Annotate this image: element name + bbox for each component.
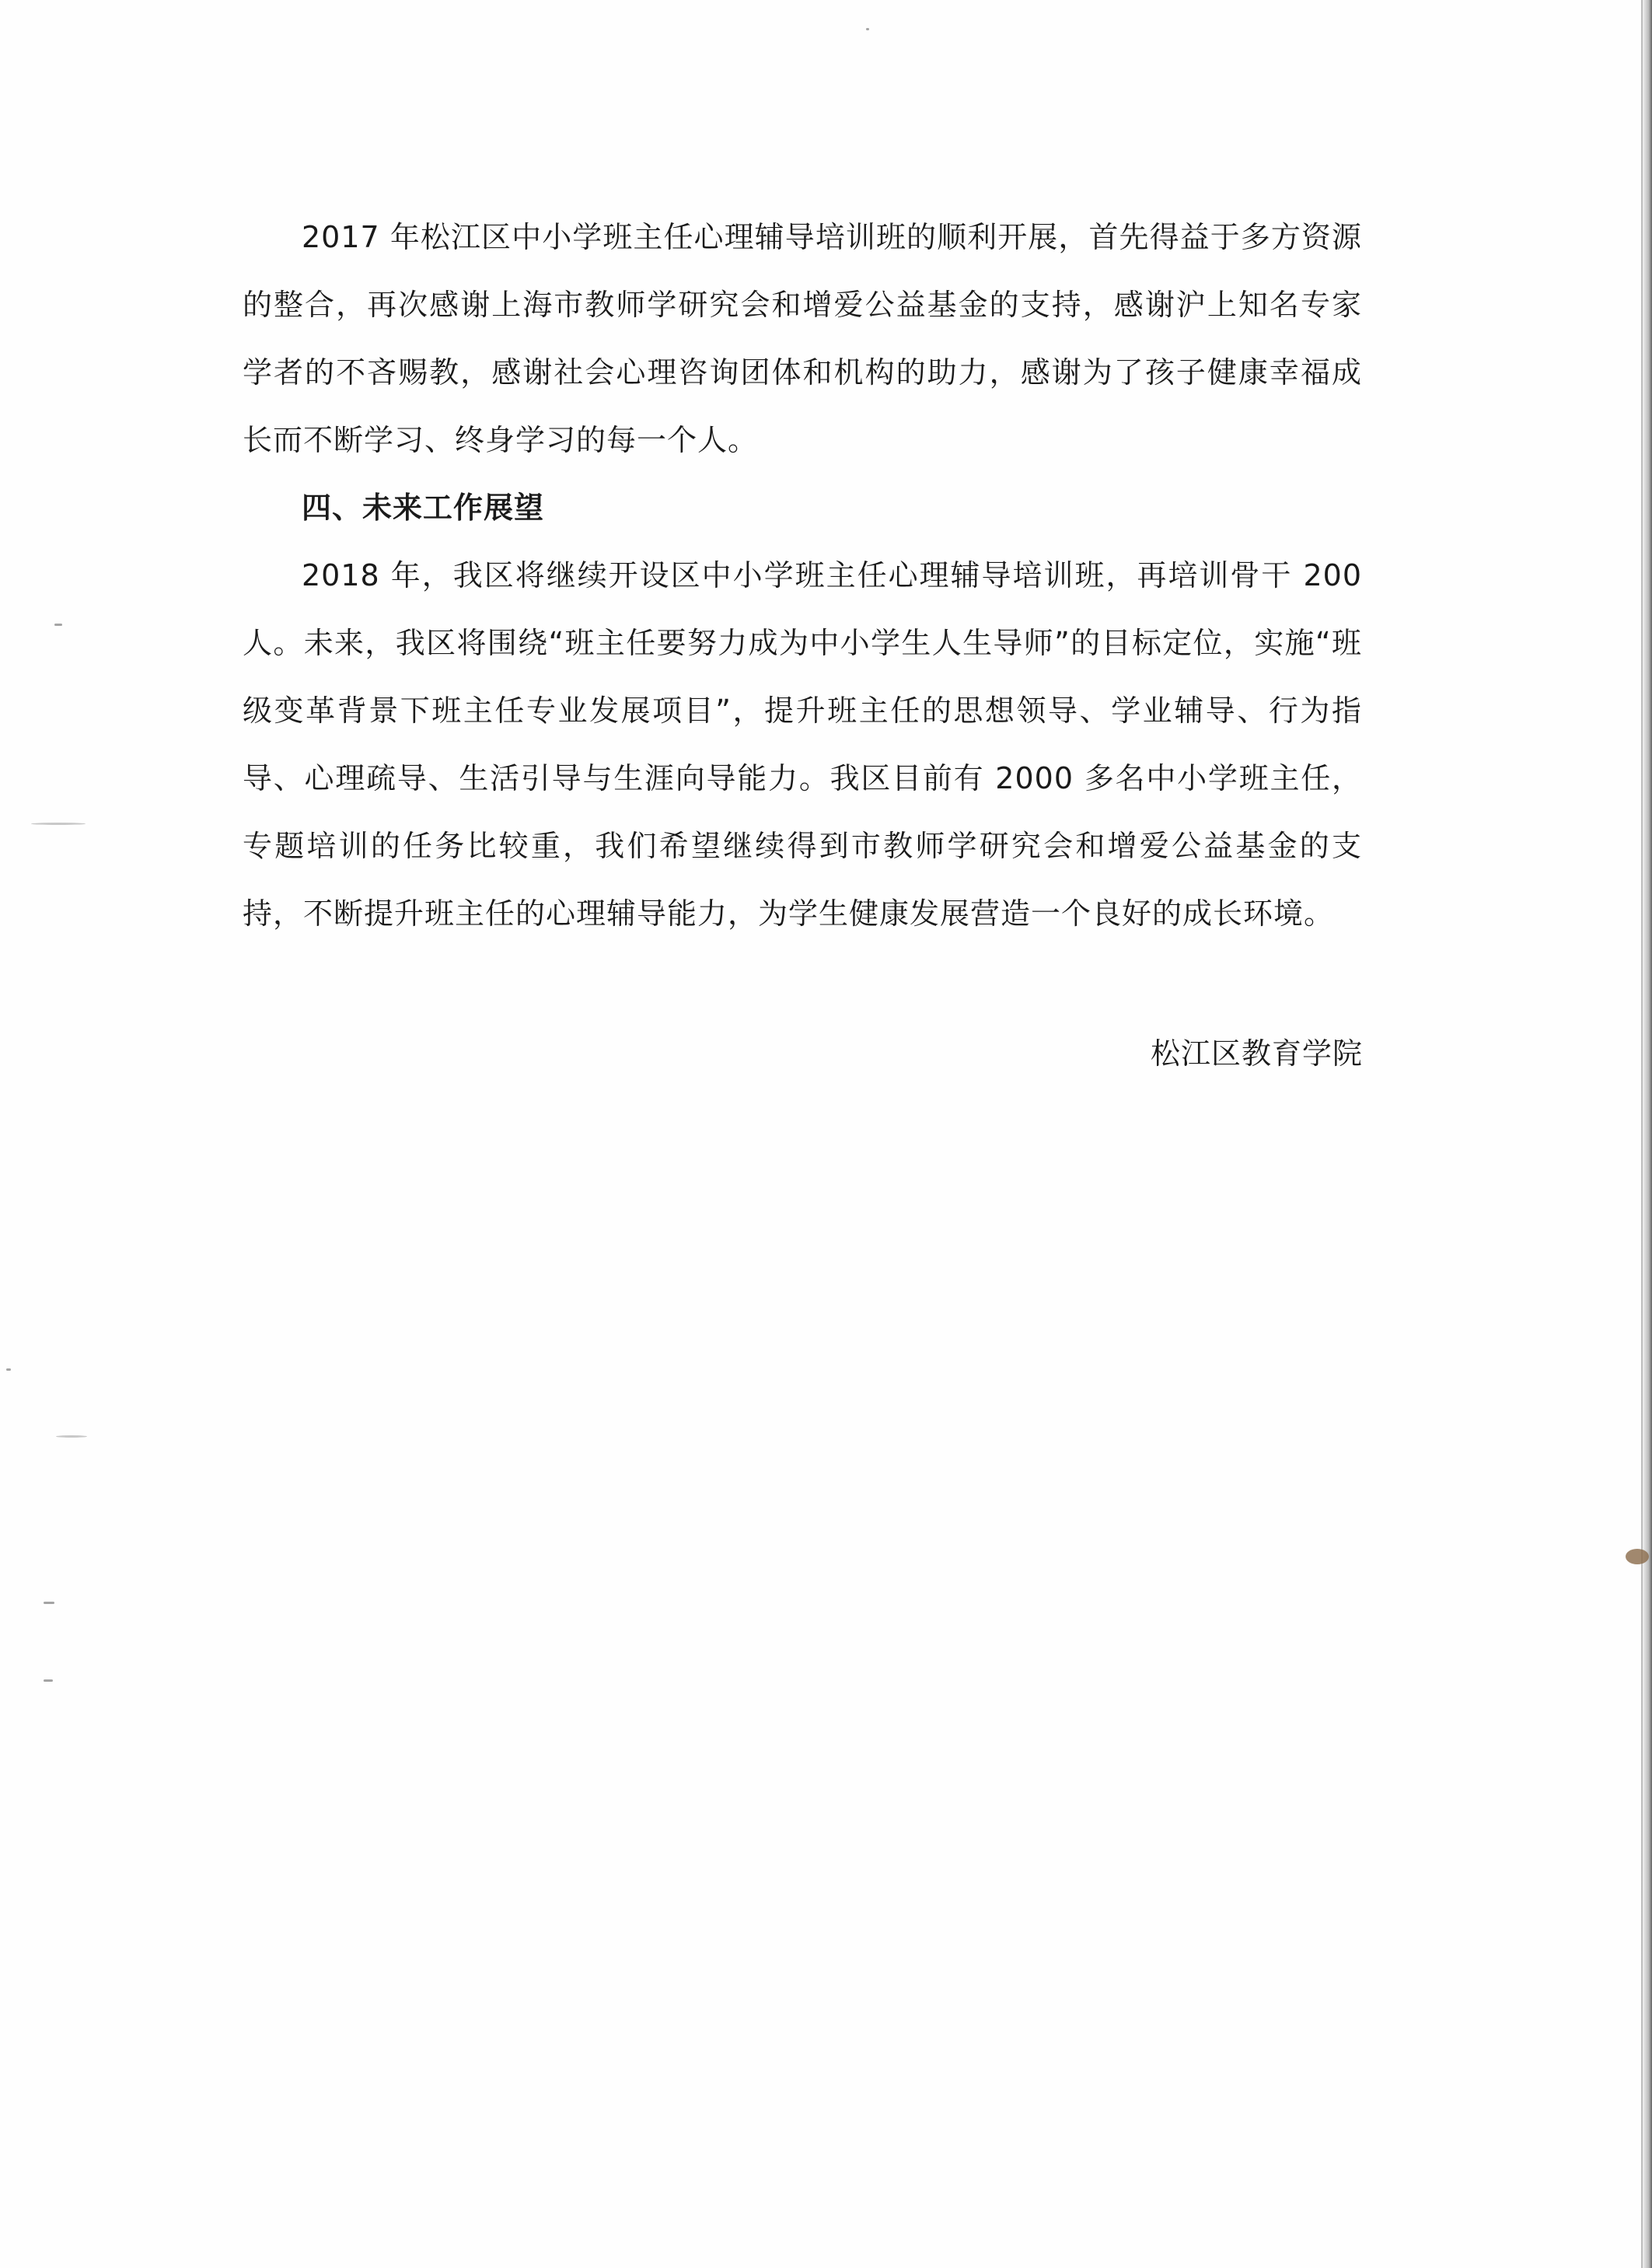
scan-mark (44, 1679, 53, 1682)
scan-mark (31, 823, 86, 825)
scan-edge-shadow (1641, 0, 1652, 2268)
paragraph-acknowledgements: 2017 年松江区中小学班主任心理辅导培训班的顺利开展，首先得益于多方资源的整合，再次感谢上海市教师学研究会和增爱公益基金的支持，感谢沪上知名专家学者的不吝赐教，感谢社会心理咨询团体和机构的助力，感谢为了孩子健康幸福成长而不断学习、终身学习的每一个人。 (243, 220, 1362, 457)
scan-mark (56, 1435, 87, 1438)
scan-stain (1626, 1549, 1649, 1564)
paragraph-future-outlook: 2018 年，我区将继续开设区中小学班主任心理辅导培训班，再培训骨干 200 人。未来，我区将围绕“班主任要努力成为中小学生人生导师”的目标定位，实施“班级变革背景下班主任专业发展项目”，提升班主任的思想领导、学业辅导、行为指导、心理疏导、生活引导与生涯向导能力。我区目前有 2000 多名中小学班主任，专题培训的任务比较重，我们希望继续得到市教师学研究会和增爱公益基金的支持，不断提升班主任的心理辅导能力，为学生健康发展营造一个良好的成长环境。 (243, 558, 1362, 931)
signature-organization: 松江区教育学院 (1150, 1036, 1363, 1071)
document-body (243, 204, 1362, 948)
section-heading: 四、未来工作展望 (302, 491, 545, 525)
scan-mark (866, 28, 869, 30)
scan-mark (6, 1368, 11, 1371)
scan-mark (44, 1602, 54, 1604)
scan-mark (54, 624, 62, 626)
